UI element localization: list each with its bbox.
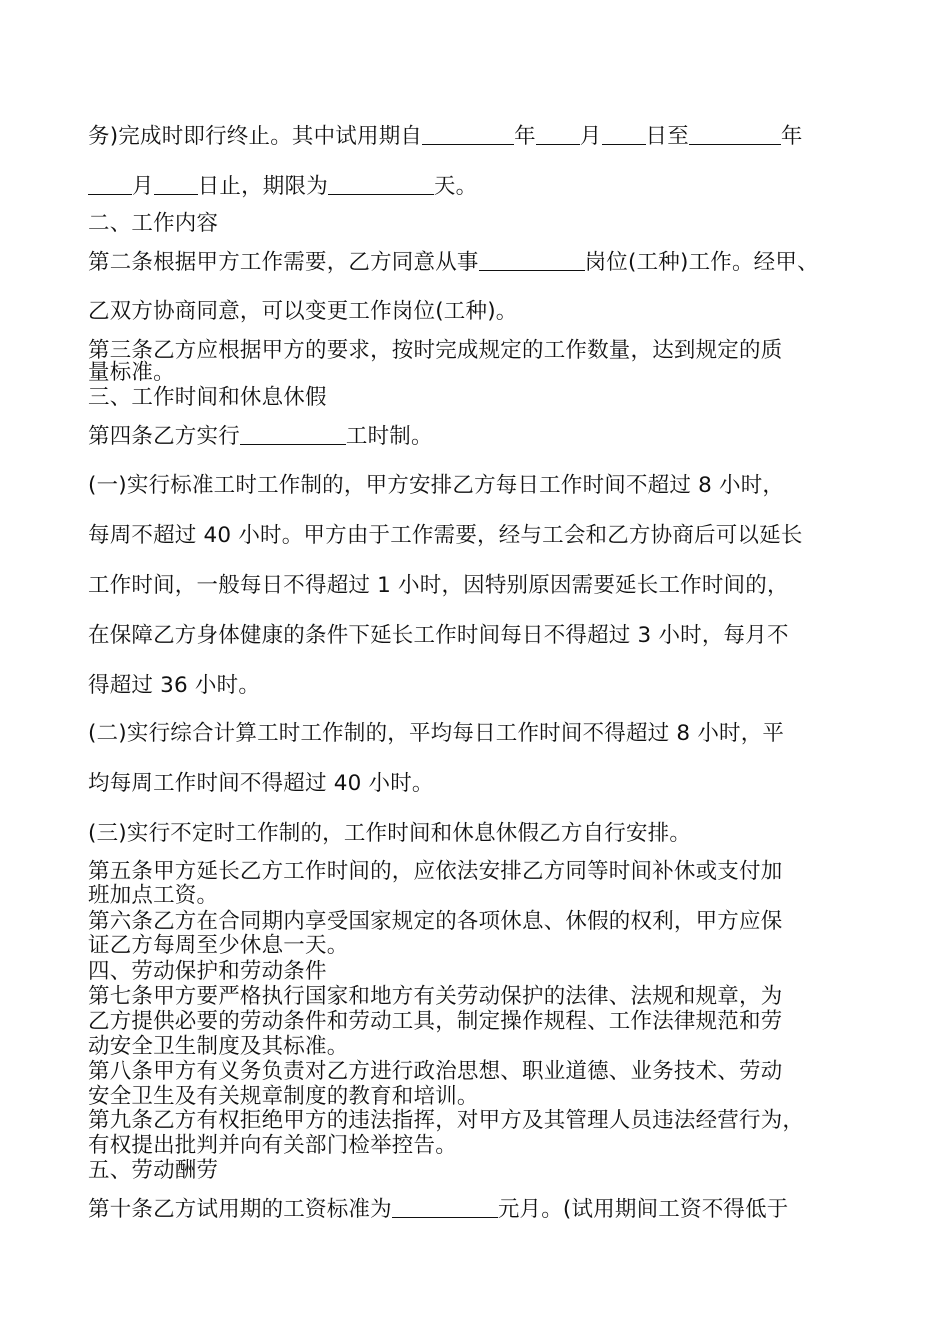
text-line: 动安全卫生制度及其标准。 [88, 1034, 349, 1059]
text-line: 第九条乙方有权拒绝甲方的违法指挥，对甲方及其管理人员违法经营行为， [88, 1108, 805, 1133]
section-heading: 四、劳动保护和劳动条件 [88, 959, 327, 984]
text-line: 每周不超过 40 小时。甲方由于工作需要，经与工会和乙方协商后可以延长 [88, 523, 803, 548]
text-line: (二)实行综合计算工时工作制的，平均每日工作时间不得超过 8 小时，平 [88, 721, 785, 746]
text-line [88, 124, 888, 149]
blank-field-hours-system [240, 424, 346, 445]
text-line [88, 174, 888, 199]
text-line: 第七条甲方要严格执行国家和地方有关劳动保护的法律、法规和规章，为 [88, 984, 783, 1009]
text-run: 日至 [645, 124, 689, 149]
text-line: 证乙方每周至少休息一天。 [88, 933, 349, 958]
text-run: 第四条乙方实行 [88, 424, 240, 449]
text-line: 班加点工资。 [88, 883, 219, 908]
text-run: 务)完成时即行终止。其中试用期自 [88, 124, 423, 149]
blank-field-year-end [689, 124, 781, 145]
blank-field-position [479, 250, 585, 271]
blank-field-month-end [88, 174, 132, 195]
text-run: 第二条根据甲方工作需要，乙方同意从事 [88, 250, 479, 275]
text-line: 乙双方协商同意，可以变更工作岗位(工种)。 [88, 299, 518, 324]
text-line [88, 1197, 888, 1222]
text-run: 工时制。 [345, 424, 433, 449]
text-run: 第十条乙方试用期的工资标准为 [88, 1197, 392, 1222]
text-line: 在保障乙方身体健康的条件下延长工作时间每日不得超过 3 小时，每月不 [88, 623, 789, 648]
blank-field-month-start [536, 124, 580, 145]
text-line: 第八条甲方有义务负责对乙方进行政治思想、职业道德、业务技术、劳动 [88, 1059, 783, 1084]
text-line [88, 250, 888, 275]
text-run: 年 [514, 124, 536, 149]
blank-field-probation-salary [392, 1197, 498, 1218]
text-line: 均每周工作时间不得超过 40 小时。 [88, 771, 434, 796]
text-line: 安全卫生及有关规章制度的教育和培训。 [88, 1084, 479, 1109]
blank-field-day-start [602, 124, 646, 145]
section-heading: 二、工作内容 [88, 211, 219, 236]
text-run: 日止，期限为 [197, 174, 328, 199]
text-run: 月 [132, 174, 154, 199]
section-heading: 三、工作时间和休息休假 [88, 385, 327, 410]
blank-field-year-start [422, 124, 514, 145]
text-line: 第六条乙方在合同期内享受国家规定的各项休息、休假的权利，甲方应保 [88, 909, 783, 934]
text-line: (一)实行标准工时工作制的，甲方安排乙方每日工作时间不超过 8 小时， [88, 473, 785, 498]
text-line: 量标准。 [88, 360, 175, 385]
text-run: 岗位(工种)工作。经甲、 [584, 250, 819, 275]
text-line: 得超过 36 小时。 [88, 673, 261, 698]
text-run: 元月。(试用期间工资不得低于 [497, 1197, 789, 1222]
blank-field-day-end [154, 174, 198, 195]
text-run: 年 [780, 124, 803, 149]
text-line [88, 424, 888, 449]
text-line: (三)实行不定时工作制的，工作时间和休息休假乙方自行安排。 [88, 821, 692, 846]
text-line: 工作时间，一般每日不得超过 1 小时，因特别原因需要延长工作时间的， [88, 573, 789, 598]
text-line: 第五条甲方延长乙方工作时间的，应依法安排乙方同等时间补休或支付加 [88, 859, 783, 884]
text-run: 天。 [433, 174, 478, 199]
text-run: 月 [579, 124, 602, 149]
section-heading: 五、劳动酬劳 [88, 1158, 219, 1183]
text-line: 第三条乙方应根据甲方的要求，按时完成规定的工作数量，达到规定的质 [88, 338, 783, 363]
text-line: 有权提出批判并向有关部门检举控告。 [88, 1133, 457, 1158]
text-line: 乙方提供必要的劳动条件和劳动工具，制定操作规程、工作法律规范和劳 [88, 1009, 783, 1034]
blank-field-period-days [328, 174, 434, 195]
